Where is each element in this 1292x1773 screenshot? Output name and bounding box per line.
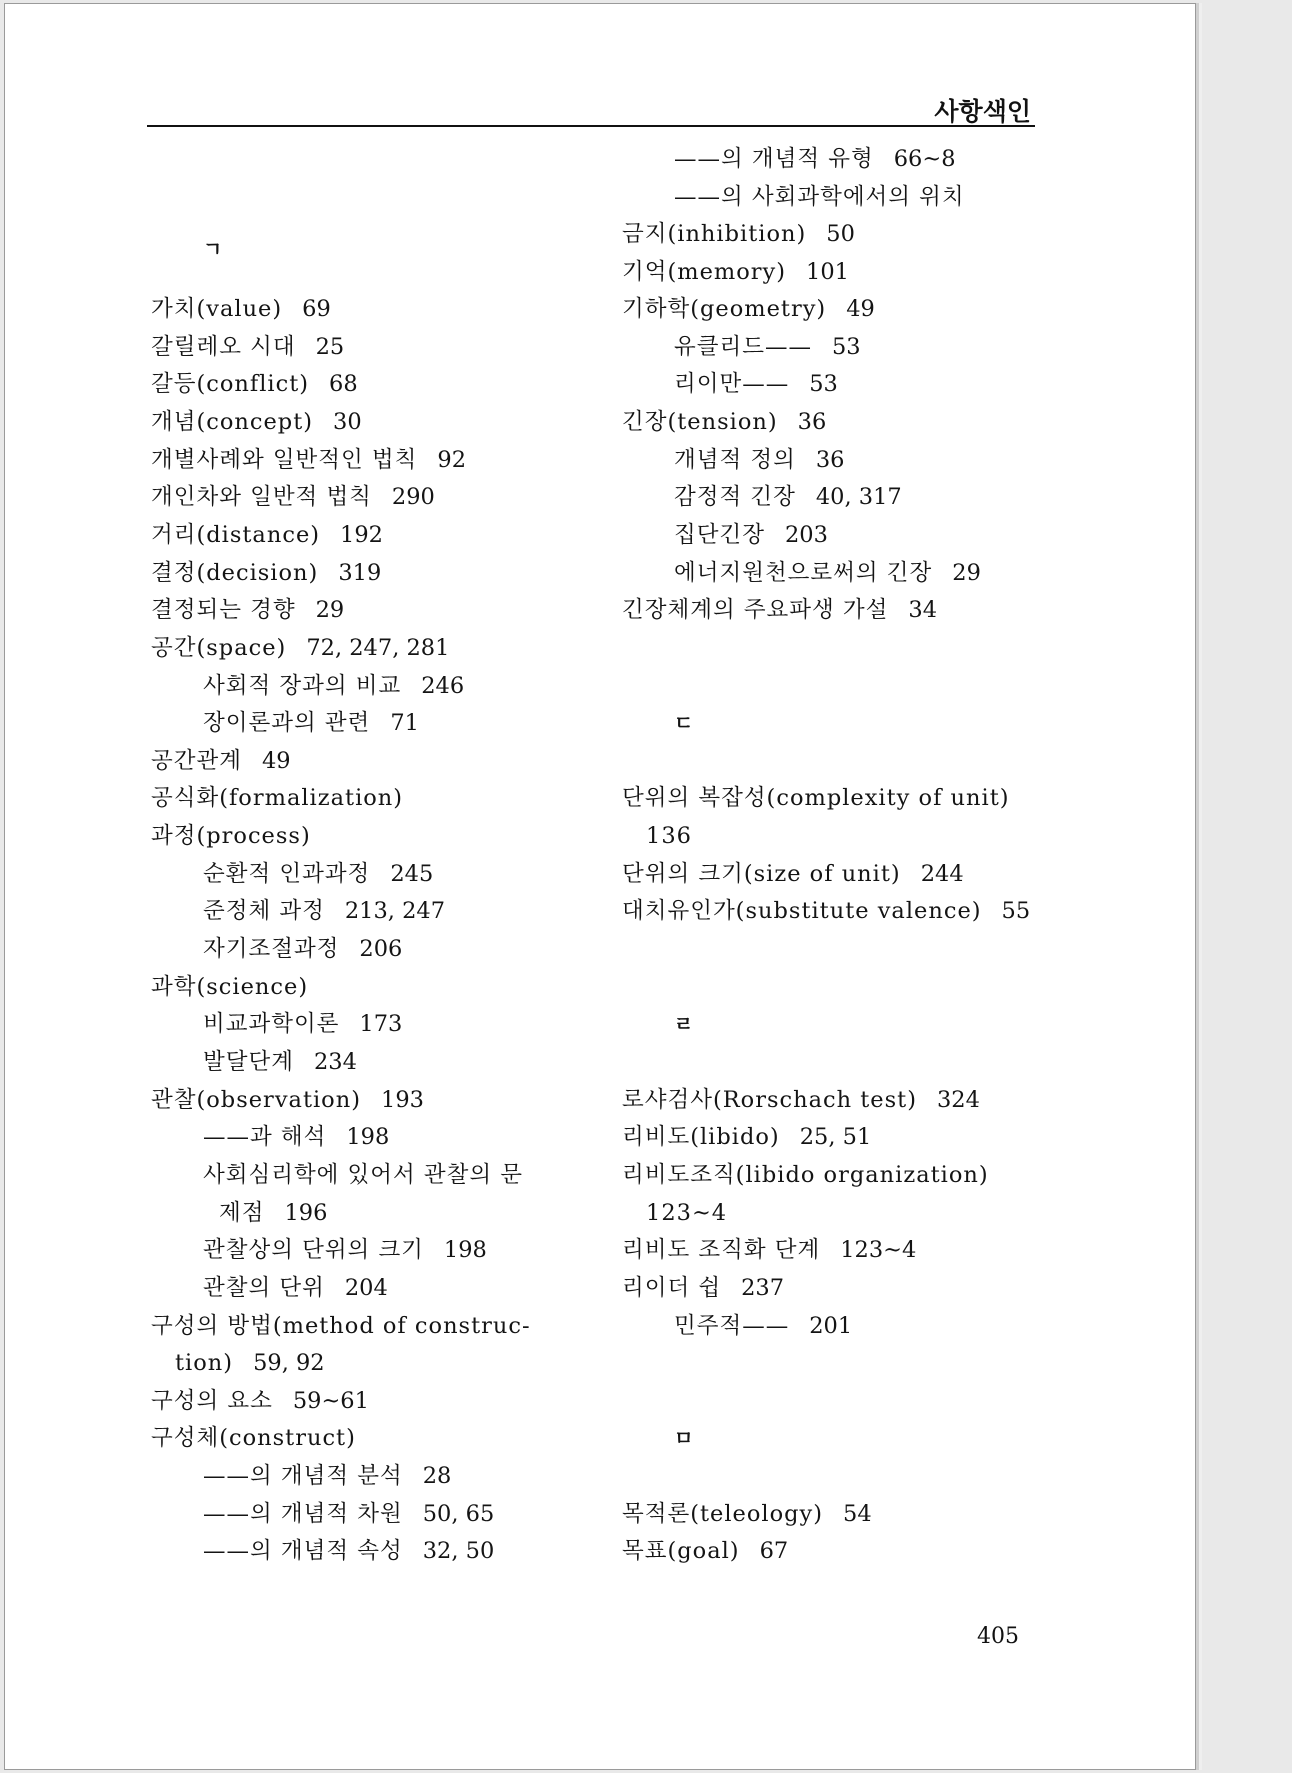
index-term: 공간(space) bbox=[151, 635, 287, 661]
index-term: 유클리드—— bbox=[674, 334, 812, 360]
index-entry bbox=[151, 404, 362, 441]
index-page-numbers: 49 bbox=[846, 296, 875, 322]
index-page-numbers: 201 bbox=[809, 1313, 853, 1339]
index-entry bbox=[646, 818, 692, 855]
index-page-numbers: 206 bbox=[359, 936, 403, 962]
index-entry bbox=[674, 442, 844, 479]
index-entry bbox=[151, 969, 308, 1006]
index-entry bbox=[203, 1044, 357, 1081]
index-term: 금지(inhibition) bbox=[622, 221, 807, 247]
index-entry bbox=[151, 555, 381, 592]
index-entry bbox=[203, 1006, 402, 1043]
index-entry bbox=[622, 856, 964, 893]
index-page-numbers: 50, 65 bbox=[422, 1501, 495, 1527]
index-term: 개인차와 일반적 법칙 bbox=[151, 484, 372, 510]
index-entry bbox=[622, 1232, 916, 1269]
index-entry bbox=[151, 366, 358, 403]
index-entry bbox=[203, 1458, 451, 1495]
index-term: 순환적 인과과정 bbox=[203, 861, 371, 887]
index-term: 과학(science) bbox=[151, 974, 309, 1000]
index-page-numbers: 67 bbox=[759, 1538, 789, 1564]
index-term: 집단긴장 bbox=[674, 522, 765, 548]
index-term: ——의 개념적 속성 bbox=[203, 1538, 403, 1564]
index-term: 리이더 쉽 bbox=[622, 1275, 722, 1301]
index-term: 발달단계 bbox=[203, 1049, 294, 1075]
index-page-numbers: 198 bbox=[346, 1124, 390, 1150]
index-page-numbers: 244 bbox=[920, 861, 964, 887]
index-entry bbox=[622, 1533, 788, 1570]
index-term: 거리(distance) bbox=[151, 522, 321, 548]
book-page bbox=[4, 3, 1196, 1770]
index-section-letter: ㄹ bbox=[674, 1012, 694, 1036]
index-term: 개별사례와 일반적인 법칙 bbox=[151, 447, 418, 473]
index-entry bbox=[203, 893, 445, 930]
index-term: 결정(decision) bbox=[151, 560, 319, 586]
index-entry bbox=[175, 1345, 325, 1382]
index-term: 민주적—— bbox=[674, 1313, 790, 1339]
index-entry bbox=[203, 1232, 487, 1269]
index-page-numbers: 25, 51 bbox=[799, 1124, 872, 1150]
index-entry bbox=[622, 1082, 980, 1119]
index-term: 관찰(observation) bbox=[151, 1087, 361, 1113]
index-page-numbers: 234 bbox=[313, 1049, 357, 1075]
index-term: 로샤검사(Rorschach test) bbox=[622, 1087, 917, 1113]
index-page-numbers: 59, 92 bbox=[253, 1350, 325, 1376]
index-term: 리이만—— bbox=[674, 371, 790, 397]
index-page-numbers: 28 bbox=[422, 1463, 452, 1489]
index-term: 단위의 복잡성(complexity of unit) bbox=[622, 785, 1010, 811]
index-entry bbox=[151, 291, 331, 328]
index-term: 사회적 장과의 비교 bbox=[203, 673, 402, 699]
index-term: 장이론과의 관련 bbox=[203, 710, 371, 736]
index-term: 관찰상의 단위의 크기 bbox=[203, 1237, 424, 1263]
index-page-numbers: 237 bbox=[741, 1275, 785, 1301]
index-entry bbox=[622, 1270, 784, 1307]
index-page-numbers: 32, 50 bbox=[422, 1538, 495, 1564]
index-entry bbox=[203, 1496, 494, 1533]
index-page-numbers: 245 bbox=[390, 861, 434, 887]
index-entry bbox=[646, 1195, 727, 1232]
index-page-numbers: 101 bbox=[806, 259, 849, 285]
index-term: 갈릴레오 시대 bbox=[151, 334, 296, 360]
index-page-numbers: 54 bbox=[843, 1501, 872, 1527]
index-entry bbox=[674, 555, 981, 592]
index-entry bbox=[219, 1195, 327, 1232]
index-term: ——의 개념적 차원 bbox=[203, 1501, 403, 1527]
index-term: 공간관계 bbox=[151, 748, 242, 774]
index-entry bbox=[674, 329, 861, 366]
index-term: 공식화(formalization) bbox=[151, 785, 404, 811]
index-entry bbox=[622, 1119, 871, 1156]
index-page-numbers: 319 bbox=[338, 560, 382, 586]
index-term: 자기조절과정 bbox=[203, 936, 340, 962]
index-term: 비교과학이론 bbox=[203, 1011, 340, 1037]
index-term: 구성의 방법(method of construc- bbox=[151, 1313, 531, 1339]
index-term: 긴장(tension) bbox=[622, 409, 778, 435]
index-entry bbox=[622, 1157, 989, 1194]
index-entry bbox=[622, 1496, 872, 1533]
index-entry bbox=[151, 1082, 424, 1119]
index-page-numbers: 29 bbox=[315, 597, 345, 623]
index-entry bbox=[674, 179, 965, 216]
index-page-numbers: 40, 317 bbox=[815, 484, 902, 510]
index-term: ——의 개념적 유형 bbox=[674, 146, 874, 172]
index-page-numbers: 30 bbox=[333, 409, 362, 435]
index-term: 가치(value) bbox=[151, 296, 283, 322]
index-page-numbers: 198 bbox=[443, 1237, 487, 1263]
index-page-numbers: 213, 247 bbox=[344, 898, 446, 924]
index-page-numbers: 29 bbox=[952, 560, 981, 586]
index-entry bbox=[151, 1420, 356, 1457]
index-entry bbox=[622, 893, 1030, 930]
index-term: 제점 bbox=[219, 1200, 265, 1226]
index-entry bbox=[151, 517, 383, 554]
index-entry bbox=[203, 1157, 523, 1194]
index-page-numbers: 72, 247, 281 bbox=[306, 635, 450, 661]
index-entry bbox=[203, 1533, 494, 1570]
index-page-numbers: 246 bbox=[421, 673, 465, 699]
index-term: 목적론(teleology) bbox=[622, 1501, 824, 1527]
index-entry bbox=[151, 630, 449, 667]
index-term: 관찰의 단위 bbox=[203, 1275, 325, 1301]
index-entry bbox=[674, 366, 838, 403]
index-section-letter: ㅁ bbox=[674, 1426, 694, 1450]
index-page-numbers: 92 bbox=[437, 447, 467, 473]
index-page-numbers: 203 bbox=[784, 522, 828, 548]
index-term: tion) bbox=[175, 1350, 234, 1376]
index-page-numbers: 71 bbox=[390, 710, 419, 736]
index-page-numbers: 68 bbox=[329, 371, 358, 397]
index-entry bbox=[674, 141, 956, 178]
index-page-numbers: 69 bbox=[302, 296, 331, 322]
index-entry bbox=[151, 743, 291, 780]
index-page-numbers: 25 bbox=[315, 334, 345, 360]
index-entry bbox=[151, 780, 403, 817]
index-term: 단위의 크기(size of unit) bbox=[622, 861, 901, 887]
index-entry bbox=[151, 1308, 531, 1345]
index-term: 개념적 정의 bbox=[674, 447, 796, 473]
page-number: 405 bbox=[977, 1624, 1019, 1649]
index-entry bbox=[622, 254, 849, 291]
index-page-numbers: 53 bbox=[831, 334, 861, 360]
index-entry bbox=[203, 668, 464, 705]
index-term: 구성의 요소 bbox=[151, 1388, 273, 1414]
index-page-numbers: 192 bbox=[340, 522, 383, 548]
index-entry bbox=[622, 780, 1010, 817]
index-entry bbox=[203, 705, 419, 742]
index-entry bbox=[203, 856, 433, 893]
index-term: 리비도 조직화 단계 bbox=[622, 1237, 821, 1263]
index-entry bbox=[622, 592, 937, 629]
header-rule bbox=[147, 125, 1035, 127]
index-page-numbers: 53 bbox=[809, 371, 838, 397]
index-page-numbers: 55 bbox=[1001, 898, 1031, 924]
index-entry bbox=[674, 1308, 852, 1345]
index-term: 구성체(construct) bbox=[151, 1425, 356, 1451]
index-page-numbers: 196 bbox=[284, 1200, 328, 1226]
index-entry bbox=[151, 818, 311, 855]
index-entry bbox=[674, 517, 828, 554]
index-entry bbox=[203, 931, 402, 968]
index-term: 목표(goal) bbox=[622, 1538, 740, 1564]
index-entry bbox=[151, 592, 344, 629]
index-term: 긴장체계의 주요파생 가설 bbox=[622, 597, 889, 623]
index-entry bbox=[151, 442, 466, 479]
index-term: 123~4 bbox=[646, 1200, 728, 1226]
index-page-numbers: 36 bbox=[797, 409, 827, 435]
index-page-numbers: 36 bbox=[815, 447, 845, 473]
index-page-numbers: 290 bbox=[391, 484, 435, 510]
index-term: 리비도조직(libido organization) bbox=[622, 1162, 989, 1188]
index-entry bbox=[151, 1383, 369, 1420]
index-entry bbox=[203, 1270, 388, 1307]
index-entry bbox=[151, 479, 435, 516]
index-entry bbox=[151, 329, 344, 366]
index-page-numbers: 59~61 bbox=[292, 1388, 369, 1414]
index-term: 리비도(libido) bbox=[622, 1124, 780, 1150]
index-entry bbox=[203, 1119, 389, 1156]
index-term: 준정체 과정 bbox=[203, 898, 325, 924]
index-page-numbers: 66~8 bbox=[893, 146, 956, 172]
index-section-letter: ㄱ bbox=[203, 237, 223, 261]
index-section-letter: ㄷ bbox=[674, 711, 694, 735]
index-page-numbers: 204 bbox=[344, 1275, 388, 1301]
index-page-numbers: 324 bbox=[936, 1087, 980, 1113]
index-term: 과정(process) bbox=[151, 823, 311, 849]
index-term: 감정적 긴장 bbox=[674, 484, 796, 510]
index-term: 사회심리학에 있어서 관찰의 문 bbox=[203, 1162, 524, 1188]
index-term: 136 bbox=[646, 823, 692, 849]
index-term: 개념(concept) bbox=[151, 409, 314, 435]
index-term: 결정되는 경향 bbox=[151, 597, 296, 623]
index-entry bbox=[622, 291, 875, 328]
index-page-numbers: 49 bbox=[261, 748, 291, 774]
index-entry bbox=[622, 404, 826, 441]
index-page-numbers: 173 bbox=[359, 1011, 403, 1037]
index-term: 대치유인가(substitute valence) bbox=[622, 898, 982, 924]
index-term: ——과 해석 bbox=[203, 1124, 327, 1150]
index-term: ——의 개념적 분석 bbox=[203, 1463, 403, 1489]
index-term: ——의 사회과학에서의 위치 bbox=[674, 184, 965, 210]
index-term: 기하학(geometry) bbox=[622, 296, 827, 322]
index-term: 갈등(conflict) bbox=[151, 371, 310, 397]
index-page-numbers: 123~4 bbox=[840, 1237, 917, 1263]
index-page-numbers: 34 bbox=[908, 597, 938, 623]
running-header-title: 사항색인 bbox=[934, 97, 1031, 126]
index-entry bbox=[622, 216, 855, 253]
index-page-numbers: 193 bbox=[381, 1087, 424, 1113]
index-term: 기억(memory) bbox=[622, 259, 787, 285]
index-term: 에너지원천으로써의 긴장 bbox=[674, 560, 933, 586]
index-page-numbers: 50 bbox=[826, 221, 855, 247]
index-entry bbox=[674, 479, 902, 516]
